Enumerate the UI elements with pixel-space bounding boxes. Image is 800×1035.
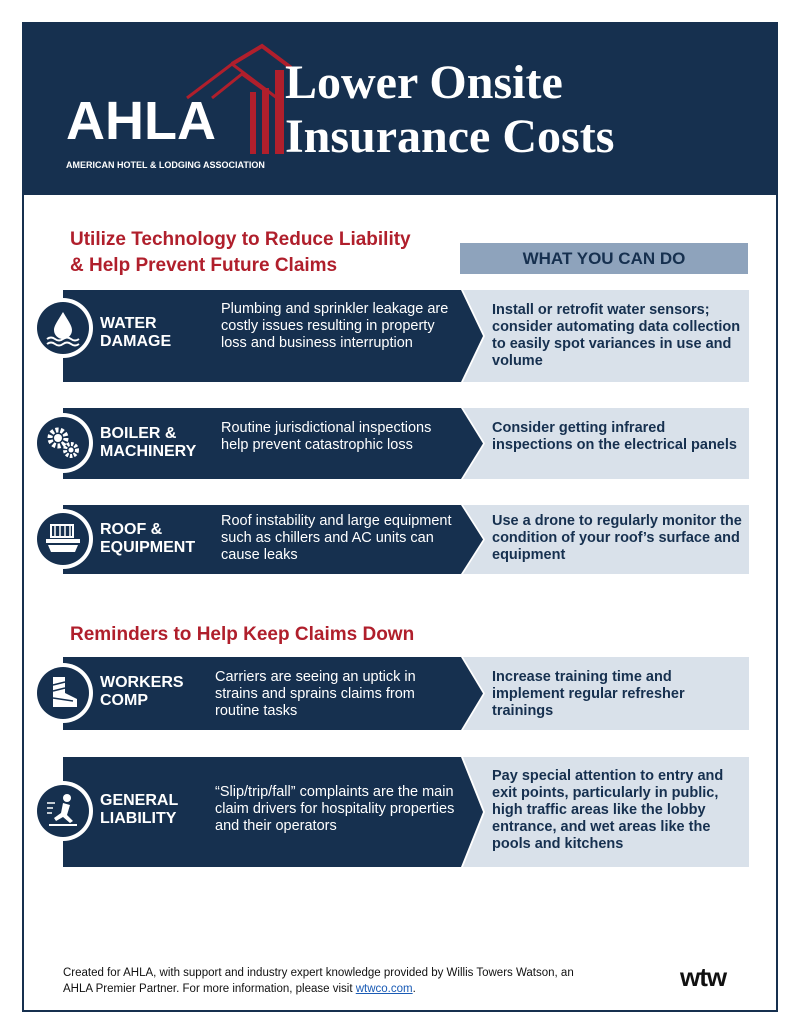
action-text: Install or retrofit water sensors; consider automating data collection to easily spot variances in use and volume	[492, 302, 741, 369]
category-label	[100, 315, 171, 351]
risk-description: Roof instability and large equipment such as chillers and AC units can cause leaks	[221, 513, 452, 563]
wtw-logo: wtw	[680, 962, 727, 992]
section-1-title	[70, 227, 411, 279]
footer-credit	[63, 965, 603, 997]
category-line-1: GENERAL	[100, 792, 179, 809]
footer-period: .	[412, 983, 416, 995]
title-line-1: Lower Onsite	[285, 56, 563, 109]
risk-description: “Slip/trip/fall” complaints are the main claim drivers for hospitality properties and their operators	[215, 784, 455, 834]
action-text: Increase training time and implement regular refresher trainings	[492, 669, 685, 719]
category-line-2: DAMAGE	[100, 333, 172, 350]
wtwco-link[interactable]: wtwco.com	[355, 983, 413, 995]
section-1-title-line-1: Utilize Technology to Reduce Liability	[70, 229, 411, 250]
footer-text: Created for AHLA, with support and industry expert knowledge provided by Willis Towers Watson, an AHLA Premier Partner. For more information, please visit	[63, 967, 574, 995]
category-label	[100, 521, 195, 557]
category-line-2: EQUIPMENT	[100, 539, 196, 556]
category-label	[100, 792, 178, 828]
category-label	[100, 674, 184, 710]
category-line-2: LIABILITY	[100, 810, 177, 827]
risk-description: Carriers are seeing an uptick in strains and sprains claims from routine tasks	[215, 669, 416, 719]
action-text: Use a drone to regularly monitor the condition of your roof’s surface and equipment	[492, 513, 742, 563]
risk-description: Routine jurisdictional inspections help prevent catastrophic loss	[221, 420, 432, 453]
category-line-1: WORKERS	[100, 674, 184, 691]
row-general-liability	[63, 757, 749, 867]
slip-fall-icon	[33, 781, 93, 841]
water-drop-icon	[33, 298, 93, 358]
row-workers-comp	[63, 657, 749, 730]
risk-description: Plumbing and sprinkler leakage are costly issues resulting in property loss and business interruption	[221, 301, 449, 351]
category-line-1: ROOF &	[100, 521, 163, 538]
injured-foot-icon	[33, 663, 93, 723]
title-line-2: Insurance Costs	[285, 110, 615, 163]
category-line-1: WATER	[100, 315, 157, 332]
section-1-title-line-2: & Help Prevent Future Claims	[70, 255, 338, 276]
roof-equipment-icon	[33, 509, 93, 569]
page-title	[285, 56, 614, 164]
logo-text: AHLA	[66, 91, 216, 151]
row-boiler-machinery	[63, 408, 749, 479]
what-you-can-do-header: WHAT YOU CAN DO	[460, 243, 748, 274]
section-2-title: Reminders to Help Keep Claims Down	[70, 624, 415, 645]
ahla-logo	[62, 40, 292, 180]
header-banner	[22, 22, 778, 195]
action-text: Pay special attention to entry and exit points, particularly in public, high traffic areas like the lobby entrance, and wet areas like the pools and kitchens	[492, 768, 724, 852]
category-line-2: MACHINERY	[100, 443, 197, 460]
gears-icon	[33, 413, 93, 473]
logo-subtitle: AMERICAN HOTEL & LODGING ASSOCIATION	[66, 160, 265, 170]
row-roof-equipment	[63, 505, 749, 574]
action-text: Consider getting infrared inspections on the electrical panels	[492, 420, 737, 453]
row-water-damage	[63, 290, 749, 382]
category-line-2: COMP	[100, 692, 148, 709]
category-line-1: BOILER &	[100, 425, 177, 442]
category-label	[100, 425, 196, 461]
